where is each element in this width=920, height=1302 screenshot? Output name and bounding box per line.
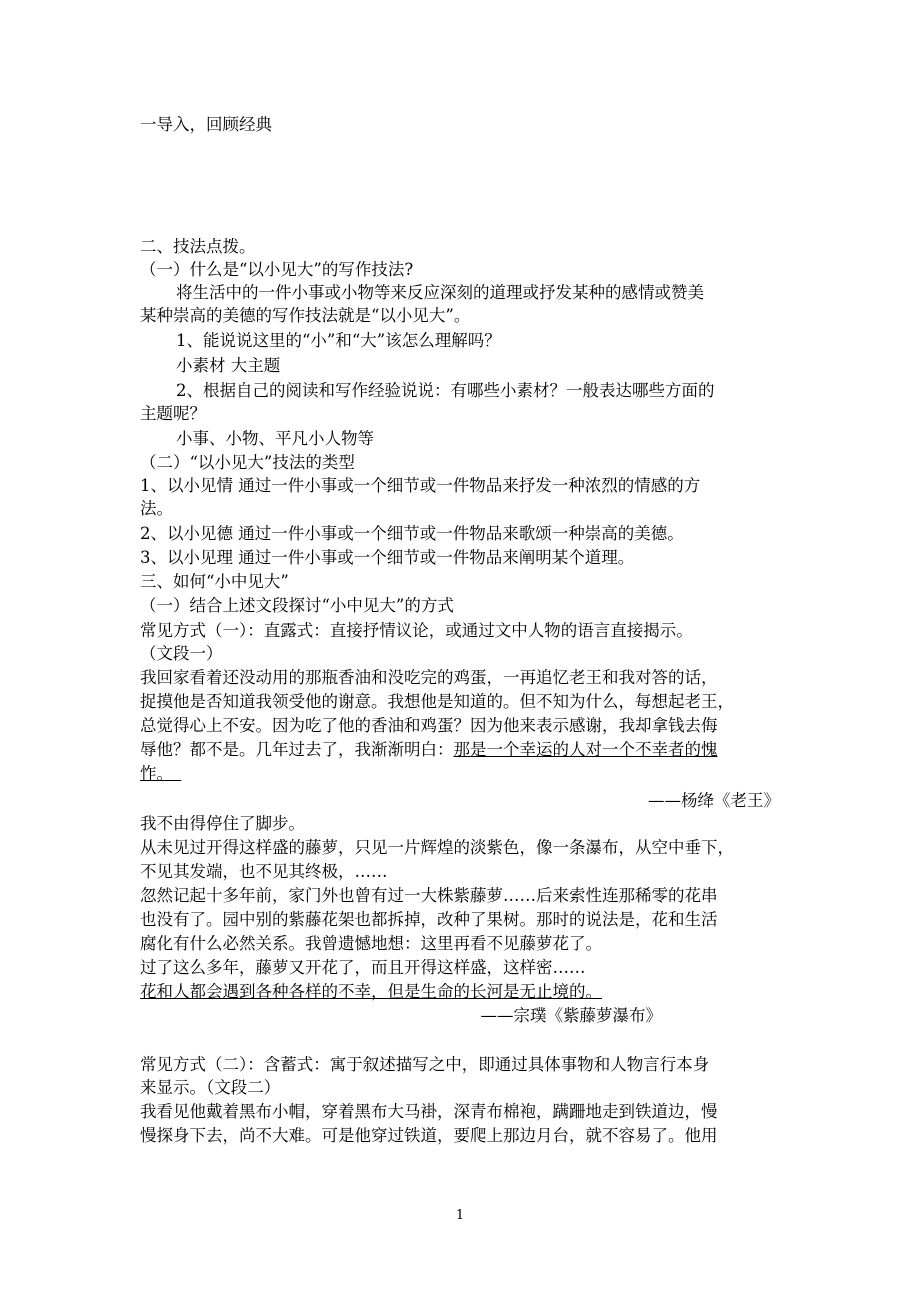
definition-line-1: 将生活中的一件小事或小物等来反应深刻的道理或抒发某种的感情或赞美	[176, 283, 704, 302]
question-2-line-2: 主题呢？	[140, 404, 206, 423]
way-1: 常见方式（一）：直露式：直接抒情议论，或通过文中人物的语言直接揭示。	[140, 621, 693, 640]
segment-1-underlined-end: 怍。	[140, 764, 165, 783]
segment-1-line-5	[140, 762, 790, 785]
segment-1-source: ——杨绛《老王》	[648, 791, 780, 810]
segment-1b-line-2: 从未见过开得这样盛的藤萝，只见一片辉煌的淡紫色，像一条瀑布，从空中垂下，	[140, 838, 734, 857]
type-2: 2、以小见德 通过一件小事或一个细节或一件物品来歌颂一种崇高的美德。	[140, 524, 684, 543]
section2-title: 二、技法点拨。	[140, 237, 256, 256]
way-2-line-1: 常见方式（二）：含蓄式：寓于叙述描写之中，即通过具体事物和人物言行本身	[140, 1055, 710, 1074]
segment-1-line-1: 我回家看着还没动用的那瓶香油和没吃完的鸡蛋，一再追忆老王和我对答的话，	[140, 668, 718, 687]
segment-1-underlined: 那是一个幸运的人对一个不幸者的愧	[453, 740, 718, 759]
intro-heading: 一导入，回顾经典	[140, 115, 272, 134]
page-number: 1	[455, 1208, 465, 1223]
section2-question: （一）什么是“以小见大”的写作技法?	[140, 260, 414, 279]
answer-1: 小素材 大主题	[176, 356, 281, 375]
segment-1-line-3: 总觉得心上不安。因为吃了他的香油和鸡蛋？因为他来表示感谢，我却拿钱去侮	[140, 716, 718, 735]
segment-1b-line-4: 忽然记起十多年前，家门外也曾有过一大株紫藤萝……后来索性连那稀零的花串	[140, 886, 718, 905]
segment-1b-line-5: 也没有了。园中别的紫藤花架也都拆掉，改种了果树。那时的说法是，花和生活	[140, 910, 718, 929]
segment-1b-line-7: 过了这么多年，藤萝又开花了，而且开得这样盛，这样密……	[140, 958, 586, 977]
segment-1-line-2: 捉摸他是否知道我领受他的谢意。我想他是知道的。但不知为什么，每想起老王，	[140, 692, 734, 711]
segment-1b-underlined: 花和人都会遇到各种各样的不幸，但是生命的长河是无止境的。	[140, 982, 602, 1001]
question-1: 1、能说说这里的“小”和“大”该怎么理解吗？	[176, 331, 501, 350]
section3-subtitle: （一）结合上述文段探讨“小中见大”的方式	[140, 596, 454, 615]
segment-1b-line-6: 腐化有什么必然关系。我曾遗憾地想：这里再看不见藤萝花了。	[140, 934, 602, 953]
segment-1-label: （文段一）	[140, 644, 223, 663]
segment-1b-source: ——宗璞《紫藤萝瀑布》	[480, 1006, 662, 1025]
type-1-line-2: 法。	[140, 499, 173, 518]
segment-1-line-4	[140, 738, 790, 761]
segment-1b-line-1: 我不由得停住了脚步。	[140, 814, 305, 833]
segment-2-line-1: 我看见他戴着黑布小帽，穿着黑布大马褂，深青布棉袍，蹒跚地走到铁道边，慢	[140, 1102, 718, 1121]
section3-title: 三、如何“小中见大”	[140, 572, 289, 591]
definition-line-2: 某种崇高的美德的写作技法就是“以小见大”。	[140, 306, 471, 325]
way-2-line-2: 来显示。（文段二）	[140, 1078, 281, 1097]
answer-2: 小事、小物、平凡小人物等	[176, 429, 374, 448]
segment-1-line-4-text: 辱他？都不是。几年过去了，我渐渐明白：	[140, 740, 454, 759]
question-2-line-1: 2、根据自己的阅读和写作经验说说：有哪些小素材？一般表达哪些方面的	[176, 381, 715, 400]
types-title: （二）“以小见大”技法的类型	[140, 453, 355, 472]
segment-2-line-2: 慢探身下去，尚不大难。可是他穿过铁道，要爬上那边月台，就不容易了。他用	[140, 1126, 718, 1145]
type-1-line-1: 1、以小见情 通过一件小事或一个细节或一件物品来抒发一种浓烈的情感的方	[140, 476, 701, 495]
segment-1b-line-3: 不见其发端，也不见其终极，……	[140, 862, 388, 881]
type-3: 3、以小见理 通过一件小事或一个细节或一件物品来阐明某个道理。	[140, 548, 635, 567]
